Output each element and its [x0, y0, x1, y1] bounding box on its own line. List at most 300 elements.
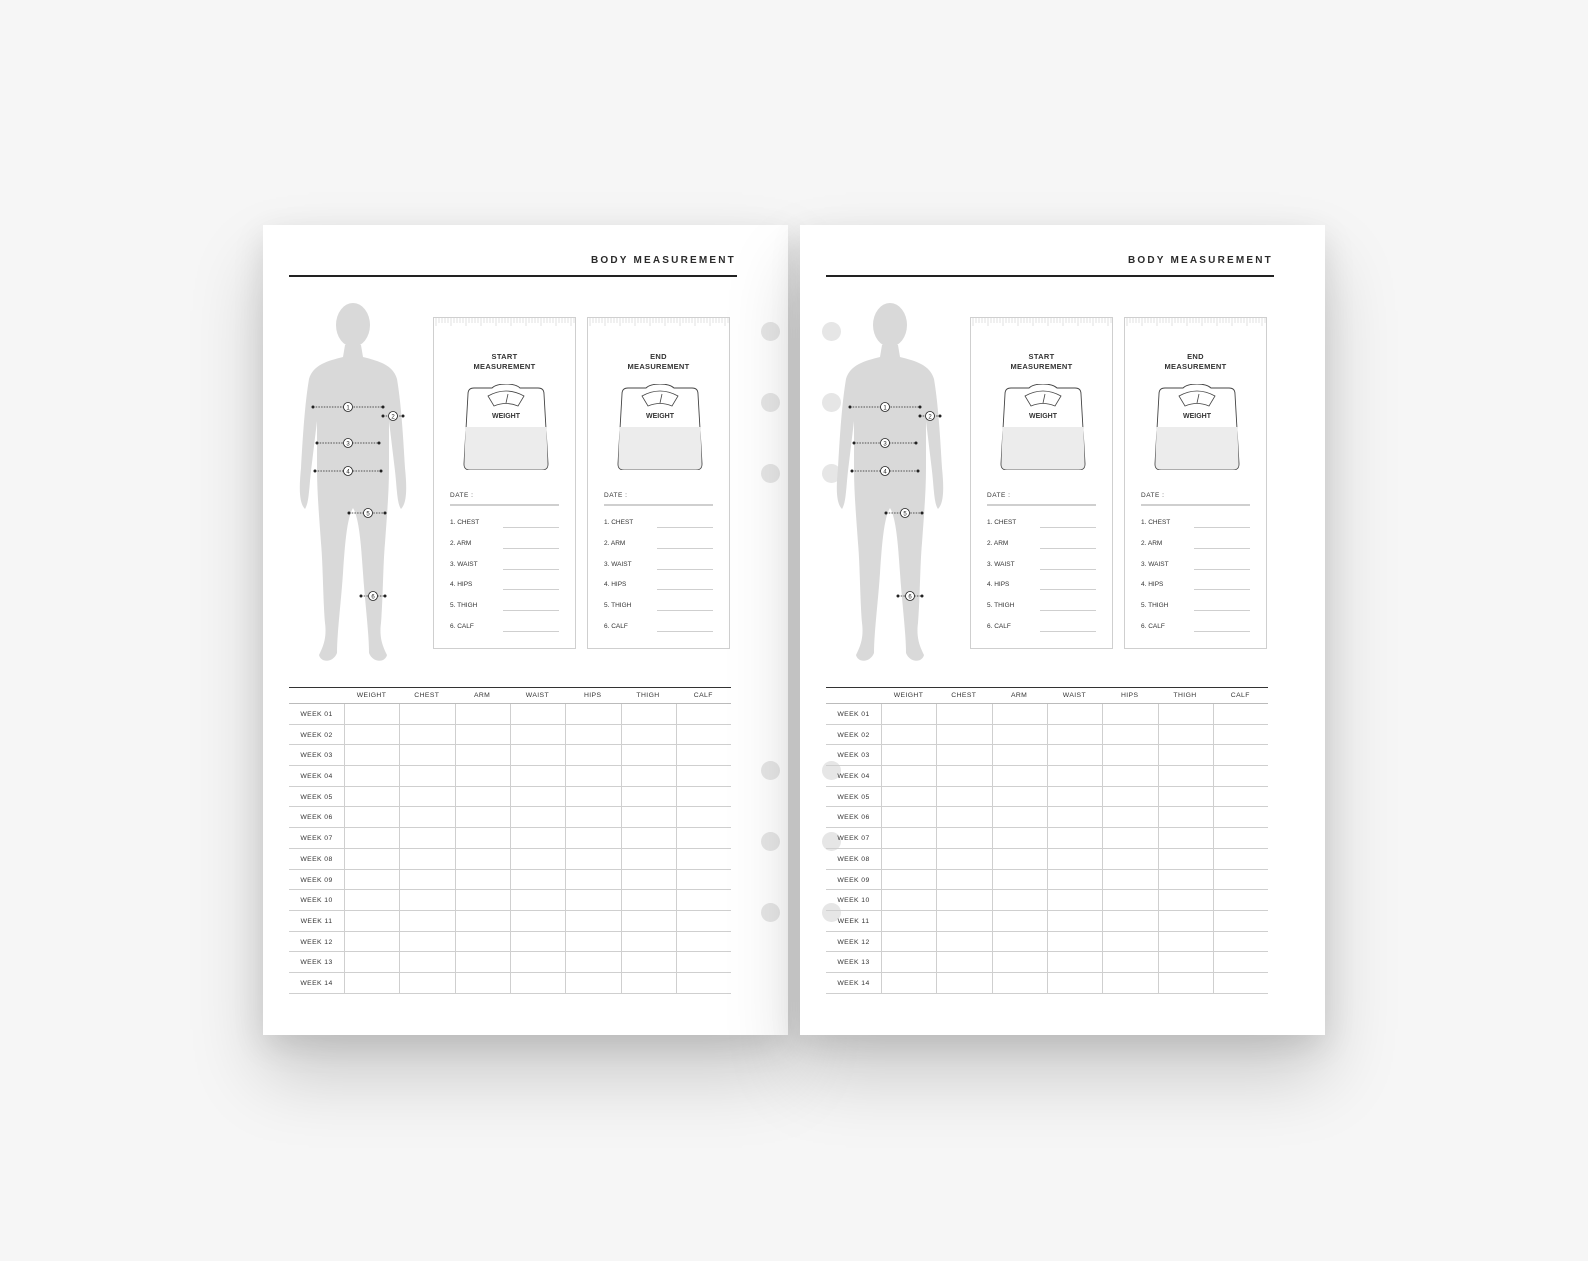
table-cell[interactable]	[936, 952, 991, 972]
table-cell[interactable]	[344, 952, 399, 972]
weekly-tracker-table	[289, 687, 731, 994]
measurement-field[interactable]	[1194, 548, 1250, 549]
title-rule	[289, 275, 737, 277]
table-cell[interactable]	[1047, 725, 1102, 745]
table-cell[interactable]	[936, 745, 991, 765]
date-field[interactable]	[1141, 504, 1250, 506]
table-cell[interactable]	[455, 870, 510, 890]
table-cell[interactable]	[455, 890, 510, 910]
table-cell[interactable]	[399, 870, 454, 890]
table-cell[interactable]	[1213, 932, 1268, 952]
table-cell[interactable]	[881, 828, 936, 848]
table-cell[interactable]	[936, 849, 991, 869]
table-cell[interactable]	[344, 849, 399, 869]
table-cell[interactable]	[455, 932, 510, 952]
measurement-label: 3. WAIST	[1141, 560, 1169, 568]
table-cell[interactable]	[1213, 807, 1268, 827]
table-cell[interactable]	[1102, 704, 1157, 724]
measurement-label: 5. THIGH	[450, 602, 478, 610]
measurement-label: 2. ARM	[987, 539, 1009, 547]
table-cell[interactable]	[510, 952, 565, 972]
table-cell[interactable]	[455, 807, 510, 827]
table-cell[interactable]	[455, 973, 510, 993]
measurement-row	[604, 602, 713, 614]
table-cell[interactable]	[1102, 766, 1157, 786]
table-cell[interactable]	[510, 807, 565, 827]
table-cell[interactable]	[621, 870, 676, 890]
table-cell[interactable]	[992, 828, 1047, 848]
table-cell[interactable]	[510, 704, 565, 724]
week-label: WEEK 01	[300, 711, 333, 718]
table-cell[interactable]	[1158, 807, 1213, 827]
table-cell[interactable]	[881, 704, 936, 724]
table-cell[interactable]	[1213, 766, 1268, 786]
measurement-field[interactable]	[1194, 610, 1250, 611]
table-cell[interactable]	[676, 828, 731, 848]
column-header: CHEST	[951, 692, 977, 699]
table-cell[interactable]	[676, 849, 731, 869]
measurement-field[interactable]	[1194, 569, 1250, 570]
week-label: WEEK 02	[837, 731, 870, 739]
table-cell[interactable]	[1047, 828, 1102, 848]
table-cell[interactable]	[399, 807, 454, 827]
measurement-field[interactable]	[503, 527, 559, 528]
table-cell[interactable]	[1158, 911, 1213, 931]
table-cell[interactable]	[1158, 932, 1213, 952]
table-cell[interactable]	[676, 807, 731, 827]
table-cell[interactable]	[565, 766, 620, 786]
table-cell[interactable]	[344, 745, 399, 765]
table-cell[interactable]	[1158, 704, 1213, 724]
table-cell[interactable]	[1102, 745, 1157, 765]
table-cell[interactable]	[344, 973, 399, 993]
week-label: WEEK 03	[837, 752, 870, 760]
table-cell[interactable]	[936, 807, 991, 827]
table-cell[interactable]	[621, 766, 676, 786]
table-cell[interactable]	[936, 890, 991, 910]
measurement-field[interactable]	[503, 569, 559, 570]
table-cell[interactable]	[881, 725, 936, 745]
table-row	[289, 849, 731, 870]
table-cell[interactable]	[621, 807, 676, 827]
table-cell[interactable]	[621, 828, 676, 848]
table-cell[interactable]	[1047, 952, 1102, 972]
table-row	[289, 766, 731, 787]
table-cell[interactable]	[510, 725, 565, 745]
measurement-field[interactable]	[657, 610, 713, 611]
table-cell[interactable]	[676, 704, 731, 724]
table-cell[interactable]	[881, 890, 936, 910]
table-cell[interactable]	[344, 704, 399, 724]
table-cell[interactable]	[510, 745, 565, 765]
table-cell[interactable]	[676, 932, 731, 952]
table-cell[interactable]	[399, 828, 454, 848]
table-cell[interactable]	[565, 745, 620, 765]
table-cell[interactable]	[344, 725, 399, 745]
table-cell[interactable]	[992, 870, 1047, 890]
column-header: CALF	[693, 692, 713, 699]
table-cell[interactable]	[676, 870, 731, 890]
table-cell[interactable]	[565, 787, 620, 807]
table-header	[289, 687, 731, 704]
table-cell[interactable]	[881, 932, 936, 952]
table-cell[interactable]	[621, 932, 676, 952]
table-cell[interactable]	[621, 911, 676, 931]
week-label: WEEK 04	[300, 773, 333, 781]
table-cell[interactable]	[1158, 870, 1213, 890]
table-cell[interactable]	[344, 787, 399, 807]
table-row	[289, 890, 731, 911]
table-cell[interactable]	[1102, 849, 1157, 869]
table-cell[interactable]	[992, 725, 1047, 745]
table-cell[interactable]	[344, 807, 399, 827]
week-label: WEEK 06	[837, 814, 870, 822]
table-cell[interactable]	[1158, 766, 1213, 786]
table-cell[interactable]	[565, 807, 620, 827]
table-cell[interactable]	[399, 952, 454, 972]
table-cell[interactable]	[992, 911, 1047, 931]
table-cell[interactable]	[399, 787, 454, 807]
table-cell[interactable]	[399, 890, 454, 910]
table-cell[interactable]	[1213, 787, 1268, 807]
table-cell[interactable]	[344, 870, 399, 890]
table-cell[interactable]	[621, 787, 676, 807]
week-label: WEEK 12	[300, 938, 333, 946]
table-cell[interactable]	[1158, 849, 1213, 869]
table-cell[interactable]	[992, 932, 1047, 952]
table-cell[interactable]	[565, 828, 620, 848]
table-cell[interactable]	[1158, 745, 1213, 765]
card-heading-line2: MEASUREMENT	[627, 362, 690, 371]
table-row	[826, 766, 1268, 787]
title-rule	[826, 275, 1274, 277]
table-cell[interactable]	[1102, 870, 1157, 890]
table-row	[289, 932, 731, 953]
table-row	[289, 745, 731, 766]
table-cell[interactable]	[1047, 973, 1102, 993]
table-cell[interactable]	[1047, 911, 1102, 931]
table-cell[interactable]	[621, 745, 676, 765]
table-cell[interactable]	[510, 973, 565, 993]
measurement-field[interactable]	[1194, 631, 1250, 632]
measurement-field[interactable]	[657, 589, 713, 590]
table-cell[interactable]	[936, 870, 991, 890]
date-field[interactable]	[987, 504, 1096, 506]
table-cell[interactable]	[1102, 807, 1157, 827]
table-cell[interactable]	[510, 787, 565, 807]
measurement-label: 5. THIGH	[1141, 602, 1169, 610]
table-cell[interactable]	[881, 952, 936, 972]
measurement-field[interactable]	[1040, 589, 1096, 590]
table-cell[interactable]	[455, 828, 510, 848]
table-cell[interactable]	[1213, 828, 1268, 848]
measurement-row	[450, 540, 559, 552]
table-cell[interactable]	[992, 849, 1047, 869]
table-cell[interactable]	[455, 704, 510, 724]
table-cell[interactable]	[399, 704, 454, 724]
table-cell[interactable]	[1213, 870, 1268, 890]
table-cell[interactable]	[1158, 725, 1213, 745]
table-cell[interactable]	[1047, 807, 1102, 827]
table-cell[interactable]	[510, 870, 565, 890]
week-label: WEEK 14	[837, 979, 870, 987]
weighing-scale-icon	[1153, 384, 1241, 470]
week-label: WEEK 07	[837, 835, 870, 843]
table-cell[interactable]	[510, 828, 565, 848]
table-cell[interactable]	[565, 932, 620, 952]
table-cell[interactable]	[399, 973, 454, 993]
table-cell[interactable]	[344, 911, 399, 931]
card-heading-line2: MEASUREMENT	[473, 362, 536, 371]
table-cell[interactable]	[881, 745, 936, 765]
table-cell[interactable]	[992, 704, 1047, 724]
table-cell[interactable]	[1047, 932, 1102, 952]
column-header: CHEST	[414, 692, 440, 699]
measurement-row	[450, 561, 559, 573]
table-cell[interactable]	[344, 890, 399, 910]
measurement-label: 1. CHEST	[604, 519, 634, 526]
measurement-field[interactable]	[503, 610, 559, 611]
week-label: WEEK 12	[837, 938, 870, 946]
table-cell[interactable]	[881, 870, 936, 890]
table-cell[interactable]	[565, 849, 620, 869]
measurement-field[interactable]	[657, 569, 713, 570]
column-header: WEIGHT	[356, 692, 387, 699]
date-field[interactable]	[450, 504, 559, 506]
card-heading-line1: END	[650, 352, 667, 361]
table-cell[interactable]	[676, 911, 731, 931]
table-cell[interactable]	[1047, 745, 1102, 765]
table-cell[interactable]	[1158, 890, 1213, 910]
week-label: WEEK 04	[837, 773, 870, 781]
table-cell[interactable]	[565, 890, 620, 910]
table-cell[interactable]	[565, 725, 620, 745]
card-heading	[1125, 352, 1266, 372]
measurement-field[interactable]	[657, 631, 713, 632]
table-cell[interactable]	[621, 725, 676, 745]
measurement-label: 5. THIGH	[987, 602, 1015, 610]
table-cell[interactable]	[1102, 973, 1157, 993]
table-cell[interactable]	[936, 973, 991, 993]
measurement-field[interactable]	[657, 548, 713, 549]
table-cell[interactable]	[1213, 952, 1268, 972]
card-heading-line2: MEASUREMENT	[1010, 362, 1073, 371]
table-cell[interactable]	[399, 745, 454, 765]
table-cell[interactable]	[881, 787, 936, 807]
measurement-field[interactable]	[503, 631, 559, 632]
table-cell[interactable]	[676, 973, 731, 993]
table-cell[interactable]	[455, 849, 510, 869]
binder-hole	[761, 464, 780, 483]
table-cell[interactable]	[676, 745, 731, 765]
table-cell[interactable]	[1102, 952, 1157, 972]
table-cell[interactable]	[1213, 745, 1268, 765]
table-cell[interactable]	[936, 766, 991, 786]
binder-hole	[761, 903, 780, 922]
table-row	[826, 745, 1268, 766]
measurement-field[interactable]	[1040, 527, 1096, 528]
table-cell[interactable]	[936, 911, 991, 931]
start-measurement-card	[433, 317, 576, 649]
table-cell[interactable]	[510, 849, 565, 869]
measure-marker-number: 6	[371, 594, 375, 601]
table-cell[interactable]	[344, 932, 399, 952]
table-cell[interactable]	[1047, 890, 1102, 910]
table-cell[interactable]	[1102, 911, 1157, 931]
measurement-label: 3. WAIST	[450, 560, 478, 568]
table-cell[interactable]	[399, 911, 454, 931]
week-label: WEEK 09	[837, 876, 870, 884]
table-cell[interactable]	[881, 973, 936, 993]
table-cell[interactable]	[1213, 849, 1268, 869]
measurement-row	[987, 581, 1096, 593]
table-cell[interactable]	[1213, 890, 1268, 910]
measurement-label: 4. HIPS	[604, 581, 627, 589]
table-cell[interactable]	[936, 787, 991, 807]
table-cell[interactable]	[676, 787, 731, 807]
week-label: WEEK 13	[300, 959, 333, 967]
table-row	[826, 932, 1268, 953]
table-cell[interactable]	[510, 890, 565, 910]
table-cell[interactable]	[621, 973, 676, 993]
measurement-row	[450, 623, 559, 635]
table-cell[interactable]	[881, 807, 936, 827]
measurement-row	[987, 602, 1096, 614]
table-cell[interactable]	[1047, 849, 1102, 869]
measurement-field[interactable]	[1040, 610, 1096, 611]
ruler-ticks	[434, 318, 575, 328]
table-cell[interactable]	[1158, 828, 1213, 848]
binder-hole	[761, 761, 780, 780]
table-cell[interactable]	[510, 932, 565, 952]
table-cell[interactable]	[344, 828, 399, 848]
table-cell[interactable]	[621, 890, 676, 910]
table-cell[interactable]	[565, 870, 620, 890]
table-cell[interactable]	[565, 973, 620, 993]
table-cell[interactable]	[676, 725, 731, 745]
measurement-label: 1. CHEST	[450, 519, 480, 526]
table-cell[interactable]	[1158, 787, 1213, 807]
date-field[interactable]	[604, 504, 713, 506]
week-label: WEEK 07	[300, 835, 333, 843]
table-cell[interactable]	[676, 766, 731, 786]
measurement-field[interactable]	[1040, 569, 1096, 570]
table-cell[interactable]	[399, 849, 454, 869]
table-cell[interactable]	[1047, 704, 1102, 724]
table-cell[interactable]	[344, 766, 399, 786]
table-row	[826, 807, 1268, 828]
measurement-label: 4. HIPS	[987, 581, 1010, 589]
table-cell[interactable]	[455, 787, 510, 807]
measurement-field[interactable]	[1194, 589, 1250, 590]
table-cell[interactable]	[1047, 870, 1102, 890]
table-cell[interactable]	[992, 890, 1047, 910]
table-cell[interactable]	[881, 849, 936, 869]
measurement-label: 5. THIGH	[604, 602, 632, 610]
measure-marker-number: 2	[391, 414, 395, 421]
table-cell[interactable]	[399, 932, 454, 952]
measurement-field[interactable]	[1040, 631, 1096, 632]
table-cell[interactable]	[1213, 911, 1268, 931]
measurement-label: 6. CALF	[1141, 623, 1165, 630]
table-cell[interactable]	[1102, 932, 1157, 952]
table-cell[interactable]	[881, 911, 936, 931]
weighing-scale-icon	[999, 384, 1087, 470]
table-cell[interactable]	[1213, 973, 1268, 993]
table-cell[interactable]	[455, 725, 510, 745]
table-cell[interactable]	[1102, 828, 1157, 848]
measurement-row	[987, 540, 1096, 552]
table-cell[interactable]	[621, 952, 676, 972]
table-cell[interactable]	[455, 745, 510, 765]
table-cell[interactable]	[1102, 725, 1157, 745]
table-row	[826, 725, 1268, 746]
table-cell[interactable]	[992, 745, 1047, 765]
table-cell[interactable]	[621, 849, 676, 869]
table-cell[interactable]	[881, 766, 936, 786]
table-cell[interactable]	[510, 766, 565, 786]
measurement-field[interactable]	[503, 589, 559, 590]
table-cell[interactable]	[676, 952, 731, 972]
table-cell[interactable]	[455, 911, 510, 931]
table-cell[interactable]	[1213, 725, 1268, 745]
table-cell[interactable]	[1047, 787, 1102, 807]
week-label: WEEK 11	[837, 917, 870, 925]
table-cell[interactable]	[455, 952, 510, 972]
table-row	[289, 870, 731, 891]
table-row	[826, 890, 1268, 911]
table-cell[interactable]	[992, 787, 1047, 807]
date-label: DATE :	[450, 492, 474, 499]
measurement-row	[1141, 602, 1250, 614]
week-label: WEEK 14	[300, 979, 333, 987]
table-cell[interactable]	[510, 911, 565, 931]
table-cell[interactable]	[936, 828, 991, 848]
measurement-label: 6. CALF	[450, 623, 474, 630]
table-cell[interactable]	[399, 766, 454, 786]
table-cell[interactable]	[1102, 890, 1157, 910]
table-cell[interactable]	[992, 952, 1047, 972]
table-cell[interactable]	[936, 704, 991, 724]
table-cell[interactable]	[936, 932, 991, 952]
table-cell[interactable]	[936, 725, 991, 745]
weighing-scale-icon	[462, 384, 550, 470]
table-cell[interactable]	[455, 766, 510, 786]
table-cell[interactable]	[1158, 973, 1213, 993]
table-cell[interactable]	[1047, 766, 1102, 786]
measurement-field[interactable]	[503, 548, 559, 549]
table-cell[interactable]	[565, 952, 620, 972]
measurement-field[interactable]	[1194, 527, 1250, 528]
table-cell[interactable]	[565, 704, 620, 724]
table-row	[826, 828, 1268, 849]
table-cell[interactable]	[1102, 787, 1157, 807]
table-cell[interactable]	[565, 911, 620, 931]
measurement-field[interactable]	[1040, 548, 1096, 549]
table-cell[interactable]	[1158, 952, 1213, 972]
table-cell[interactable]	[676, 890, 731, 910]
table-cell[interactable]	[621, 704, 676, 724]
table-cell[interactable]	[399, 725, 454, 745]
measure-marker-number: 5	[366, 511, 370, 518]
measurement-field[interactable]	[657, 527, 713, 528]
week-label: WEEK 08	[300, 855, 333, 863]
table-cell[interactable]	[992, 807, 1047, 827]
measure-marker-number: 5	[903, 511, 907, 518]
table-cell[interactable]	[992, 766, 1047, 786]
table-cell[interactable]	[992, 973, 1047, 993]
table-cell[interactable]	[1213, 704, 1268, 724]
